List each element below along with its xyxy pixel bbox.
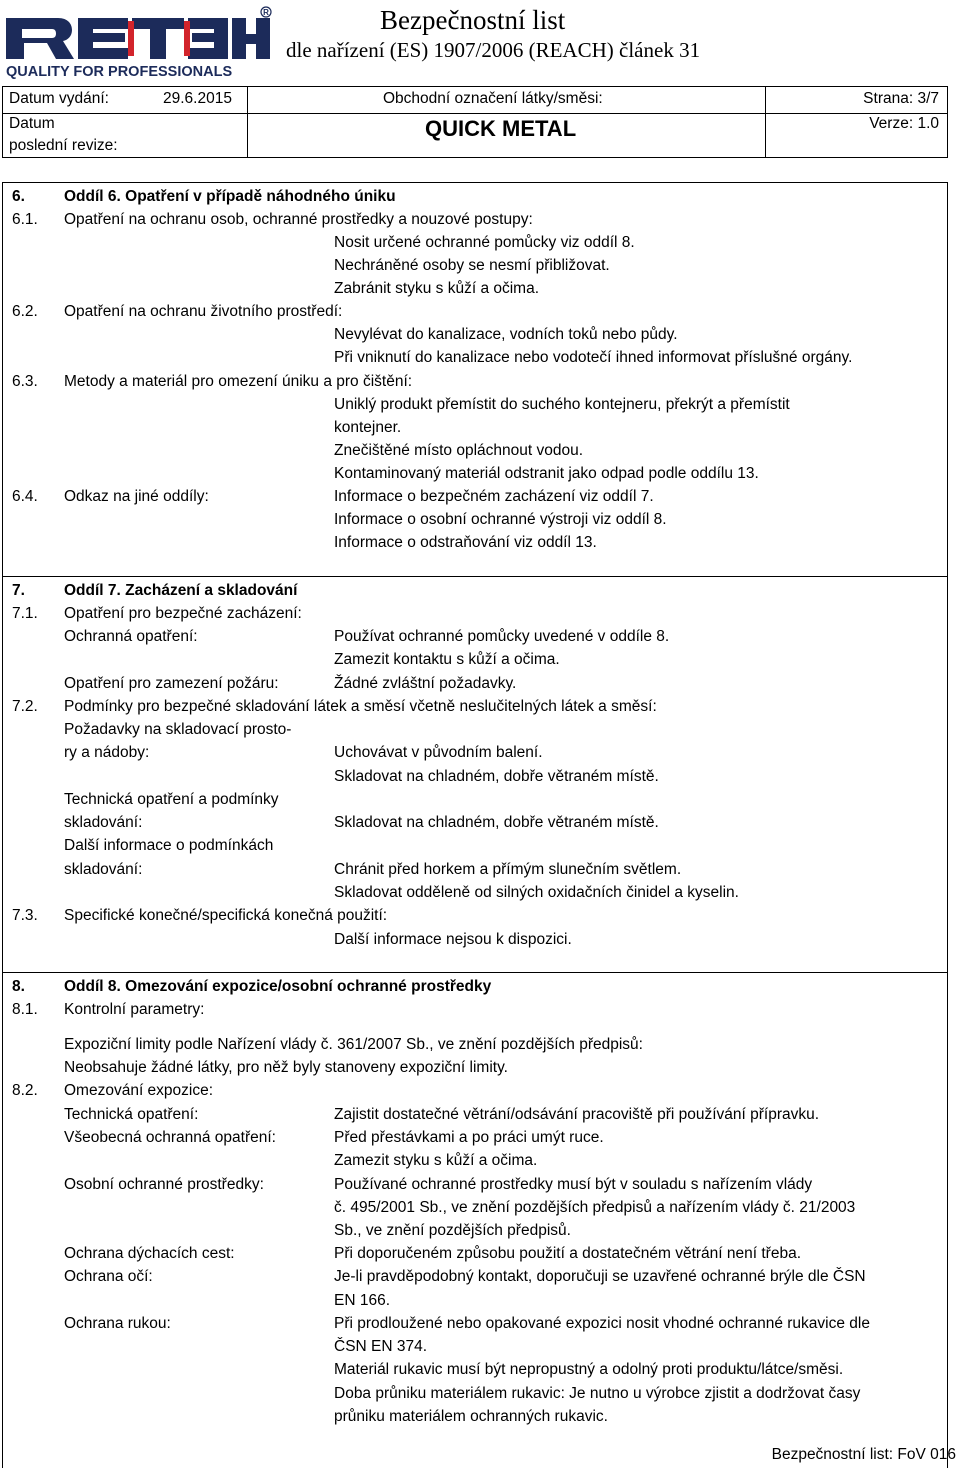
text-line: Kontaminovaný materiál odstranit jako odpad podle oddílu 13.: [334, 465, 759, 482]
section-7-1-title: Opatření pro bezpečné zacházení:: [64, 605, 302, 622]
text-line: Informace o odstraňování viz oddíl 13.: [334, 534, 597, 551]
text-line: kontejner.: [334, 419, 402, 436]
text-line: Informace o bezpečném zacházení viz oddíl 7.: [334, 488, 654, 505]
company-logo: [4, 4, 272, 80]
text-line: Při vniknutí do kanalizace nebo vodotečí ihned informovat příslušné orgány.: [334, 349, 853, 366]
field-label: Technická opatření a podmínky: [64, 791, 279, 808]
text-line: průniku materiálem ochranných rukavic.: [334, 1408, 608, 1425]
document-title: Bezpečnostní list: [380, 5, 566, 35]
header-col-divider: [765, 87, 766, 157]
section-8-1-title: Kontrolní parametry:: [64, 1001, 205, 1018]
section-7-1-number: 7.1.: [12, 605, 38, 622]
field-label: Technická opatření:: [64, 1106, 199, 1123]
text-line: Je-li pravděpodobný kontakt, doporučuji se uzavřené ochranné brýle dle ČSN: [334, 1268, 866, 1285]
footer-label: Bezpečnostní list: FoV 016: [771, 1446, 956, 1463]
text-line: Zamezit styku s kůží a očima.: [334, 1152, 538, 1169]
text-line: Další informace nejsou k dispozici.: [334, 931, 572, 948]
text-line: Skladovat na chladném, dobře větraném místě.: [334, 814, 659, 831]
field-label: Ochrana rukou:: [64, 1315, 171, 1332]
text-line: Při doporučeném způsobu použití a dostatečném větrání není třeba.: [334, 1245, 802, 1262]
section-6-1-title: Opatření na ochranu osob, ochranné prostředky a nouzové postupy:: [64, 211, 533, 228]
issue-date-label: Datum vydání:: [9, 90, 109, 107]
field-label: Ochrana očí:: [64, 1268, 153, 1285]
field-label: Osobní ochranné prostředky:: [64, 1176, 264, 1193]
section-7-2-number: 7.2.: [12, 698, 38, 715]
header-col-divider: [247, 87, 248, 157]
text-line: Expoziční limity podle Nařízení vlády č. 361/2007 Sb., ve znění pozdějších předpisů:: [64, 1036, 643, 1053]
text-line: Zamezit kontaktu s kůží a očima.: [334, 651, 560, 668]
section-8-number: 8.: [12, 978, 25, 995]
header-table: [2, 86, 948, 158]
section-8-2-title: Omezování expozice:: [64, 1082, 214, 1099]
text-line: Nosit určené ochranné pomůcky viz oddíl 8.: [334, 234, 635, 251]
text-line: Používat ochranné pomůcky uvedené v oddíle 8.: [334, 628, 670, 645]
text-line: Materiál rukavic musí být nepropustný a odolný proti produktu/látce/směsi.: [334, 1361, 844, 1378]
field-label: Ochranná opatření:: [64, 628, 198, 645]
section-8-title: Oddíl 8. Omezování expozice/osobní ochranné prostředky: [64, 978, 492, 995]
text-line: Doba průniku materiálem rukavic: Je nutno u výrobce zjistit a dodržovat časy: [334, 1385, 861, 1402]
section-7-3-title: Specifické konečné/specifická konečná použití:: [64, 907, 388, 924]
section-6-3-number: 6.3.: [12, 373, 38, 390]
section-6-3-title: Metody a materiál pro omezení úniku a pro čištění:: [64, 373, 413, 390]
section-6-2-number: 6.2.: [12, 303, 38, 320]
revision-date-label: Datum: [9, 115, 55, 132]
field-label: Všeobecná ochranná opatření:: [64, 1129, 276, 1146]
text-line: Při prodloužené nebo opakované expozici nosit vhodné ochranné rukavice dle: [334, 1315, 870, 1332]
section-6-number: 6.: [12, 188, 25, 205]
text-line: Uniklý produkt přemístit do suchého kontejneru, překrýt a přemístit: [334, 396, 790, 413]
text-line: Nevylévat do kanalizace, vodních toků nebo půdy.: [334, 326, 678, 343]
section-6-2-title: Opatření na ochranu životního prostředí:: [64, 303, 343, 320]
text-line: Skladovat na chladném, dobře větraném místě.: [334, 768, 659, 785]
text-line: Informace o osobní ochranné výstroji viz oddíl 8.: [334, 511, 667, 528]
section-8-2-number: 8.2.: [12, 1082, 38, 1099]
field-label: ry a nádoby:: [64, 744, 150, 761]
trade-name-label: Obchodní označení látky/směsi:: [383, 90, 603, 107]
section-6-4-title: Odkaz na jiné oddíly:: [64, 488, 209, 505]
section-divider: [3, 972, 947, 973]
field-label: Ochrana dýchacích cest:: [64, 1245, 235, 1262]
field-label: skladování:: [64, 861, 143, 878]
header-divider: [3, 113, 947, 114]
document-body: [2, 182, 948, 1468]
text-line: Nechráněné osoby se nesmí přibližovat.: [334, 257, 610, 274]
text-line: č. 495/2001 Sb., ve znění pozdějších předpisů a nařízením vlády č. 21/2003: [334, 1199, 856, 1216]
text-line: Zabránit styku s kůží a očima.: [334, 280, 540, 297]
text-line: Uchovávat v původním balení.: [334, 744, 543, 761]
text-line: Chránit před horkem a přímým slunečním světlem.: [334, 861, 682, 878]
text-line: EN 166.: [334, 1292, 391, 1309]
revision-date-label-2: poslední revize:: [9, 137, 118, 154]
section-6-title: Oddíl 6. Opatření v případě náhodného úniku: [64, 188, 396, 205]
section-7-title: Oddíl 7. Zacházení a skladování: [64, 582, 298, 599]
section-7-2-title: Podmínky pro bezpečné skladování látek a směsí včetně neslučitelných látek a směsí:: [64, 698, 657, 715]
field-label: Požadavky na skladovací prosto-: [64, 721, 292, 738]
section-7-number: 7.: [12, 582, 25, 599]
issue-date-value: 29.6.2015: [163, 90, 232, 107]
text-line: Neobsahuje žádné látky, pro něž byly stanoveny expoziční limity.: [64, 1059, 508, 1076]
text-line: Znečištěné místo opláchnout vodou.: [334, 442, 584, 459]
text-line: ČSN EN 374.: [334, 1338, 428, 1355]
text-line: Skladovat odděleně od silných oxidačních činidel a kyselin.: [334, 884, 739, 901]
section-divider: [3, 576, 947, 577]
text-line: Žádné zvláštní požadavky.: [334, 675, 517, 692]
text-line: Sb., ve znění pozdějších předpisů.: [334, 1222, 571, 1239]
section-7-3-number: 7.3.: [12, 907, 38, 924]
text-line: Před přestávkami a po práci umýt ruce.: [334, 1129, 604, 1146]
section-6-1-number: 6.1.: [12, 211, 38, 228]
section-8-1-number: 8.1.: [12, 1001, 38, 1018]
field-label: skladování:: [64, 814, 143, 831]
section-6-4-number: 6.4.: [12, 488, 38, 505]
product-name: QUICK METAL: [425, 116, 577, 141]
document-subtitle: dle nařízení (ES) 1907/2006 (REACH) článek 31: [286, 38, 701, 62]
field-label: Další informace o podmínkách: [64, 837, 274, 854]
text-line: Používané ochranné prostředky musí být v souladu s nařízením vlády: [334, 1176, 813, 1193]
page-number: Strana: 3/7: [863, 90, 939, 107]
logo-tagline: QUALITY FOR PROFESSIONALS: [6, 64, 233, 80]
svg-text:R: R: [263, 8, 269, 17]
field-label: Opatření pro zamezení požáru:: [64, 675, 279, 692]
version-label: Verze: 1.0: [869, 115, 939, 132]
text-line: Zajistit dostatečné větrání/odsávání pracoviště při používání přípravku.: [334, 1106, 820, 1123]
